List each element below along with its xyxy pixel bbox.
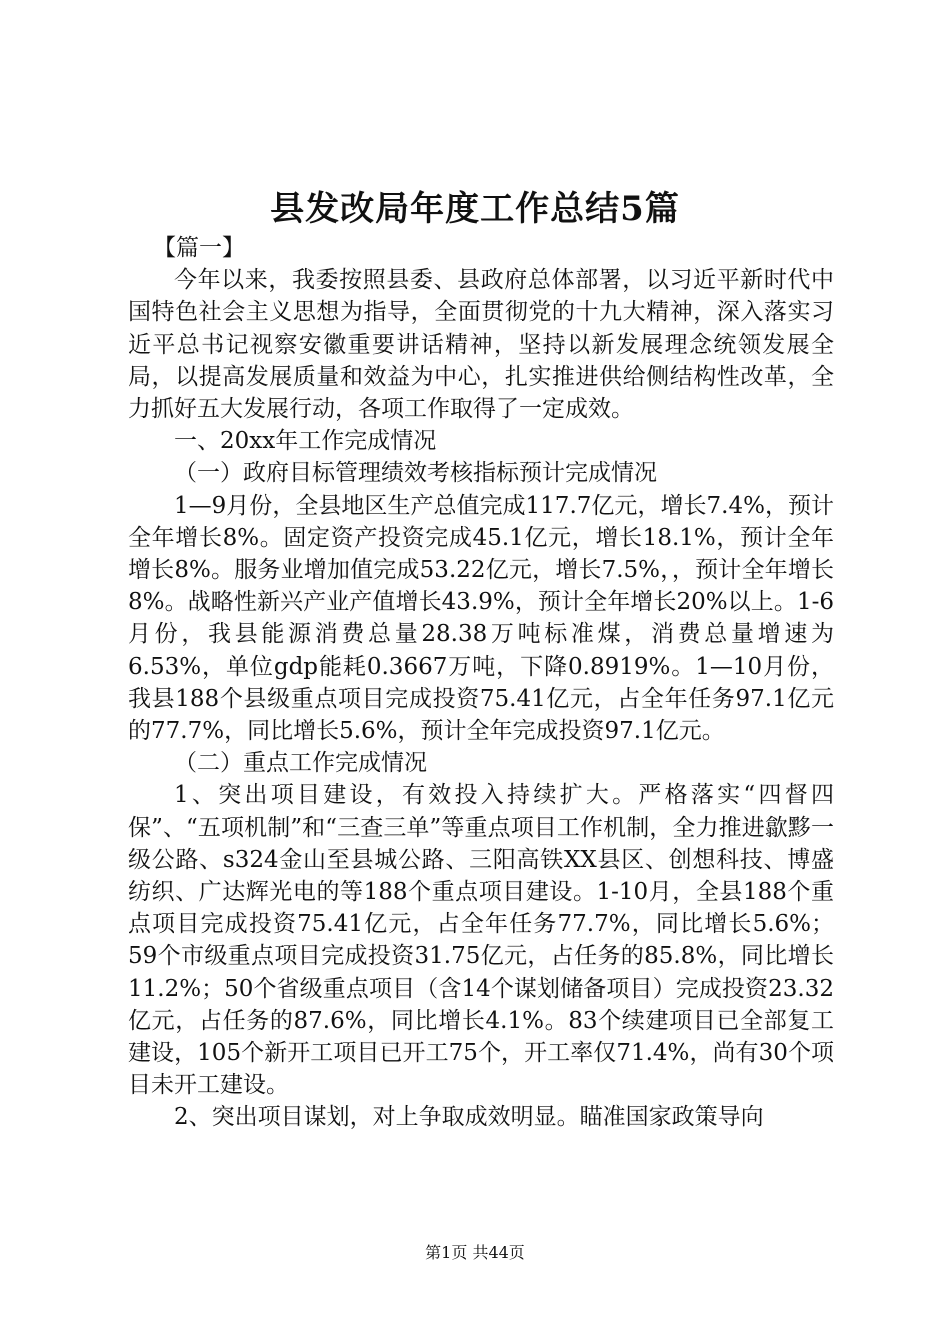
paragraph-project-construction: 1、突出项目建设，有效投入持续扩大。严格落实“四督四保”、“五项机制”和“三查三单”等重点项目工作机制，全力推进歙黟一级公路、s324金山至县城公路、三阳高铁XX县区、创想科技、博盛纺织、广达辉光电的等188个重点项目建设。1-10月，全县188个重点项目完成投资75.41亿元，占全年任务77.7%，同比增长5.6%；59个市级重点项目完成投资31.75亿元，占任务的85.8%，同比增长11.2%；50个省级重点项目（含14个谋划储备项目）完成投资23.32亿元，占任务的87.6%，同比增长4.1%。83个续建项目已全部复工建设，105个新开工项目已开工75个，开工率仅71.4%，尚有30个项目未开工建设。 xyxy=(128,782,834,1099)
heading-subsection-1: （一）政府目标管理绩效考核指标预计完成情况 xyxy=(174,460,657,487)
page-footer: 第1页 共44页 xyxy=(425,1243,525,1262)
paragraph-intro: 今年以来，我委按照县委、县政府总体部署，以习近平新时代中国特色社会主义思想为指导，全面贯彻党的十九大精神，深入落实习近平总书记视察安徽重要讲话精神，坚持以新发展理念统领发展全局，以提高发展质量和效益为中心，扎实推进供给侧结构性改革，全力抓好五大发展行动，各项工作取得了一定成效。 xyxy=(128,267,834,423)
document-body xyxy=(128,232,834,1134)
paragraph-indicators: 1—9月份，全县地区生产总值完成117.7亿元，增长7.4%，预计全年增长8%。固定资产投资完成45.1亿元，增长18.1%，预计全年增长8%。服务业增加值完成53.22亿元，增长7.5%，，预计全年增长8%。战略性新兴产业产值增长43.9%，预计全年增长20%以上。1-6月份，我县能源消费总量28.38万吨标准煤，消费总量增速为6.53%，单位gdp能耗0.3667万吨，下降0.8919%。1—10月份，我县188个县级重点项目完成投资75.41亿元，占全年任务97.1亿元的77.7%，同比增长5.6%，预计全年完成投资97.1亿元。 xyxy=(128,492,834,745)
heading-subsection-2: （二）重点工作完成情况 xyxy=(174,750,427,777)
section-label: 【篇一】 xyxy=(153,235,245,261)
document-title: 县发改局年度工作总结5篇 xyxy=(270,189,680,229)
heading-section-1: 一、20xx年工作完成情况 xyxy=(174,428,437,455)
paragraph-project-planning: 2、突出项目谋划，对上争取成效明显。瞄准国家政策导向 xyxy=(174,1104,764,1131)
